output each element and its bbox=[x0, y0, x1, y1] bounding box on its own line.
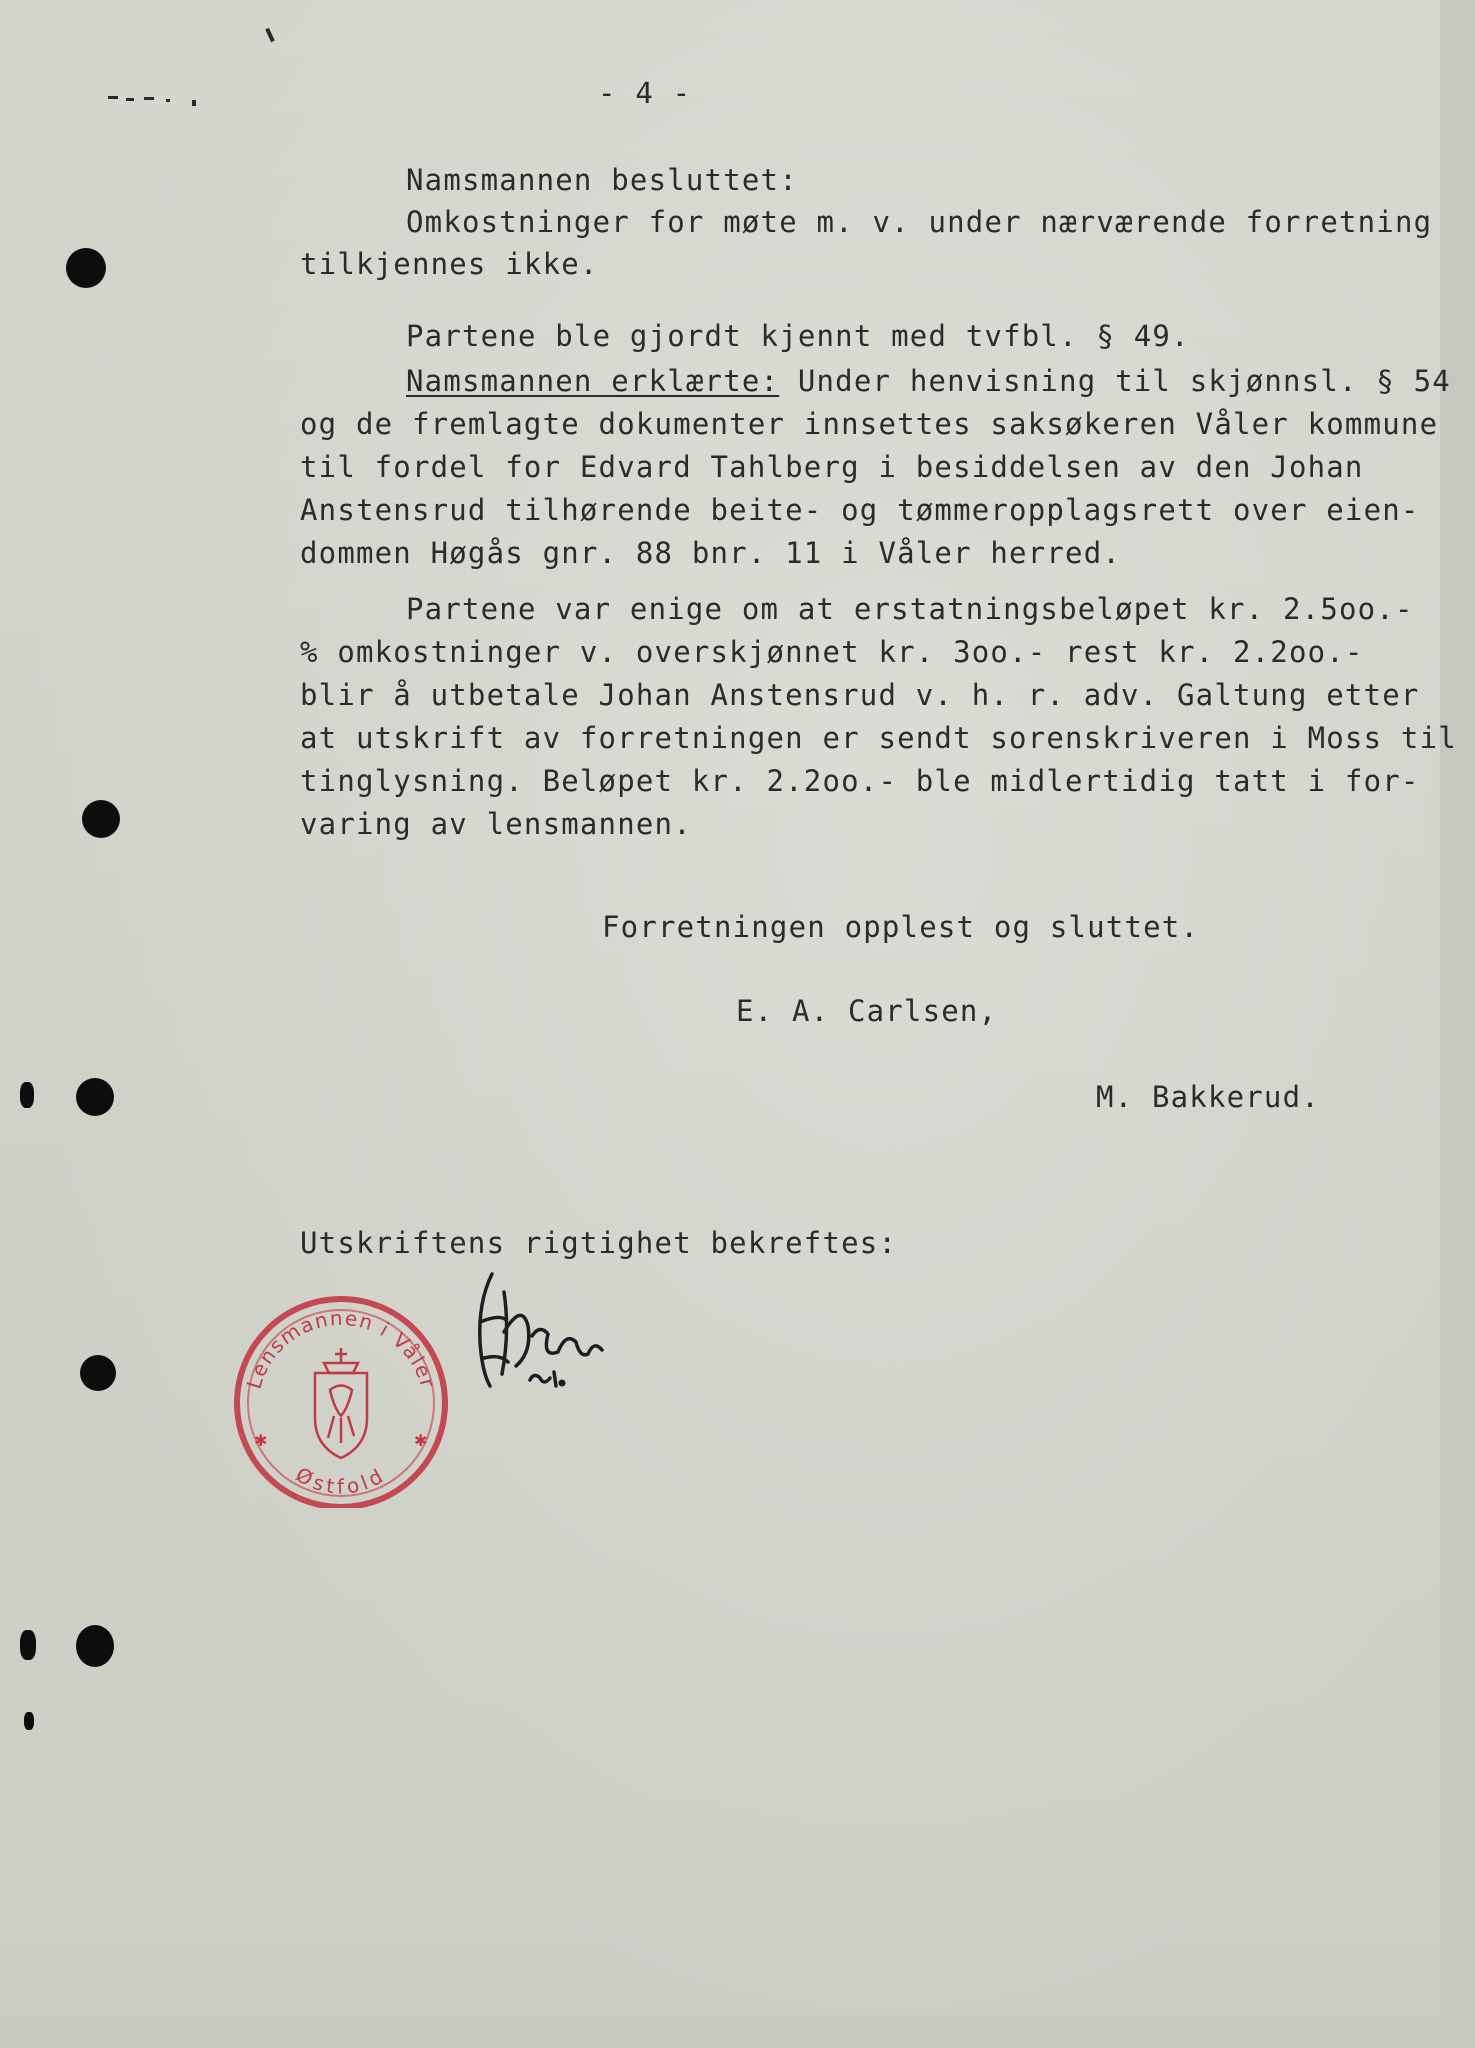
punch-hole bbox=[76, 1078, 114, 1116]
signature-name: E. A. Carlsen, bbox=[736, 994, 998, 1028]
punch-hole bbox=[24, 1712, 34, 1730]
certification-line: Utskriftens rigtighet bekreftes: bbox=[300, 1226, 898, 1260]
punch-hole bbox=[20, 1630, 36, 1660]
official-stamp bbox=[216, 1278, 466, 1508]
declaration-label: Namsmannen erklærte: bbox=[406, 364, 780, 398]
ink-mark bbox=[144, 97, 154, 100]
declaration-line: til fordel for Edvard Tahlberg i besiddelsen av den Johan bbox=[300, 450, 1364, 484]
ink-mark bbox=[108, 96, 118, 99]
agreement-line: varing av lensmannen. bbox=[300, 807, 692, 841]
declaration-line: Anstensrud tilhørende beite- og tømmeropplagsrett over eien- bbox=[300, 493, 1420, 527]
declaration-line: og de fremlagte dokumenter innsettes saksøkeren Våler kommune bbox=[300, 407, 1439, 441]
agreement-line: % omkostninger v. overskjønnet kr. 3oo.- rest kr. 2.2oo.- bbox=[300, 635, 1364, 669]
agreement-line: at utskrift av forretningen er sendt sorenskriveren i Moss til bbox=[300, 721, 1457, 755]
punch-hole bbox=[76, 1625, 114, 1667]
decision-heading: Namsmannen besluttet: bbox=[406, 163, 798, 197]
paper-edge-shadow bbox=[1440, 0, 1475, 2048]
decision-line: tilkjennes ikke. bbox=[300, 247, 599, 281]
agreement-line: Partene var enige om at erstatningsbeløpet kr. 2.5oo.- bbox=[406, 592, 1414, 626]
declaration-first-line-rest: Under henvisning til skjønnsl. § 54 bbox=[779, 364, 1451, 398]
punch-hole bbox=[20, 1082, 34, 1108]
notice-line: Partene ble gjordt kjennt med tvfbl. § 49. bbox=[406, 319, 1190, 353]
star-icon: ✱ bbox=[254, 1431, 268, 1450]
punch-hole bbox=[80, 1355, 116, 1391]
closing-line: Forretningen opplest og sluttet. bbox=[602, 910, 1200, 944]
signature-name: M. Bakkerud. bbox=[1096, 1080, 1320, 1114]
ink-mark bbox=[166, 99, 170, 102]
coat-of-arms-icon bbox=[315, 1348, 367, 1458]
ink-mark bbox=[192, 100, 196, 106]
paper-edge-shadow bbox=[0, 2015, 1475, 2048]
ink-mark bbox=[265, 28, 275, 42]
agreement-line: tinglysning. Beløpet kr. 2.2oo.- ble midlertidig tatt i for- bbox=[300, 764, 1420, 798]
stamp-bottom-text: Østfold bbox=[291, 1462, 391, 1499]
page-number: - 4 - bbox=[598, 76, 692, 110]
ink-mark bbox=[126, 98, 134, 101]
punch-hole bbox=[66, 248, 106, 288]
stamp-top-text: Lensmannen i Våler bbox=[241, 1305, 441, 1392]
decision-line: Omkostninger for møte m. v. under nærværende forretning bbox=[406, 205, 1433, 239]
punch-hole bbox=[82, 800, 120, 838]
agreement-line: blir å utbetale Johan Anstensrud v. h. r. adv. Galtung etter bbox=[300, 678, 1420, 712]
declaration-first-line bbox=[406, 360, 1451, 403]
declaration-line: dommen Høgås gnr. 88 bnr. 11 i Våler herred. bbox=[300, 536, 1122, 570]
handwritten-signature bbox=[470, 1262, 610, 1412]
star-icon: ✱ bbox=[414, 1431, 428, 1450]
